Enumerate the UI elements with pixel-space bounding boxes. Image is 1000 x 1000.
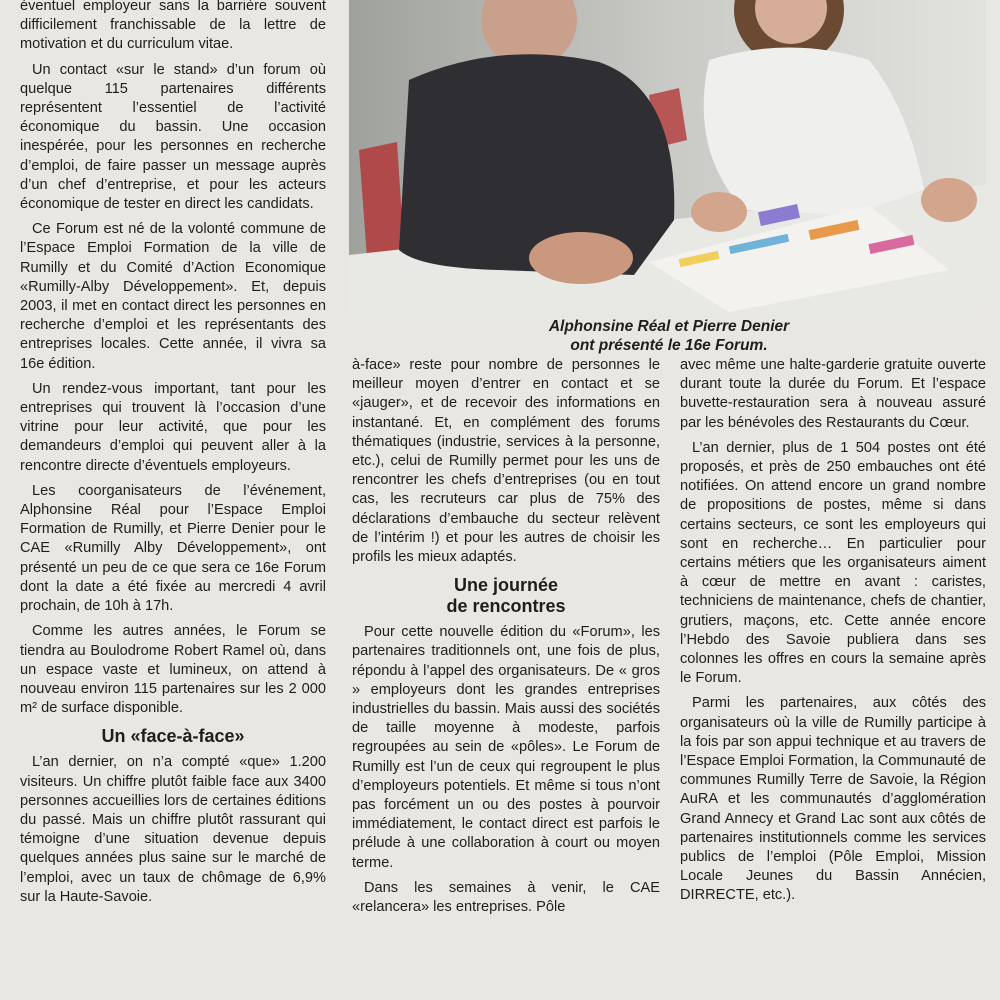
article-column-1 bbox=[20, 0, 326, 997]
heading-line: de rencontres bbox=[446, 596, 566, 617]
heading-line: Une journée bbox=[453, 575, 559, 596]
section-heading: Un «face-à-face» bbox=[101, 726, 245, 747]
paragraph: Les coorganisateurs de l’événement, Alphonsine Réal pour l’Espace Emploi Formation de Rumilly, et Pierre Denier pour le CAE «Rumilly Alby Développement», ont présenté un peu de ce que sera ce 16e Forum dont la date a été fixée au mercredi 4 avril prochain, de 10h à 17h. bbox=[20, 482, 326, 615]
section-heading bbox=[352, 575, 660, 617]
photo-caption bbox=[352, 317, 986, 355]
photo-illustration bbox=[349, 0, 986, 312]
paragraph: éventuel employeur sans la barrière souvent difficilement franchissable de la lettre de motivation et du curriculum vitae. bbox=[20, 0, 326, 53]
paragraph: Un contact «sur le stand» d’un forum où quelque 115 partenaires différents représentent l’essentiel de l’activité économique du bassin. Une occasion inespérée, pour les personnes en recherche d’emploi, de faire passer un message auprès d’un chef d’entreprise, et pour les acteurs économique de tester en direct les candidats. bbox=[20, 61, 326, 213]
caption-line: ont présenté le 16e Forum. bbox=[570, 337, 768, 354]
article-photo bbox=[349, 0, 986, 312]
paragraph: Parmi les partenaires, aux côtés des organisateurs où la ville de Rumilly participe à la fois par son appui technique et au travers de l’Espace Emploi Formation, la Communauté de communes Rumilly Terre de Savoie, la Région AuRA et les communautés d’agglomération Grand Annecy et Grand Lac sont aux côtés de partenaires institutionnels comme les services publics de l’emploi (Pôle Emploi, Mission Locale Jeunes du Bassin Annécien, DIRRECTE, etc.). bbox=[680, 695, 986, 904]
paragraph: à-face» reste pour nombre de personnes le meilleur moyen d’entrer en contact et se «jauger», et de recevoir des informations en instantané. Et, en complément des forums thématiques (industrie, services à la personne, etc.), celui de Rumilly permet pour les uns de rencontrer les chefs d’entreprises (ou en tout cas, les recruteurs car plus de 75% des déclarations d’embauche du secteur relèvent de l’intérim !) et pour les autres de choisir les profils les mieux adaptés. bbox=[352, 357, 660, 566]
paragraph: avec même une halte-garderie gratuite ouverte durant toute la durée du Forum. Et l’espace buvette-restauration sera à nouveau assuré par les bénévoles des Restaurants du Cœur. bbox=[680, 357, 986, 431]
paragraph: Comme les autres années, le Forum se tiendra au Boulodrome Robert Ramel où, dans un espace vaste et lumineux, on attend à nouveau environ 115 partenaires sur les 2 000 m² de surface disponible. bbox=[20, 623, 326, 717]
paragraph: Ce Forum est né de la volonté commune de l’Espace Emploi Formation de la ville de Rumilly et du Comité d’Action Economique «Rumilly-Alby Développement». Et, depuis 2003, il met en contact direct les personnes en recherche d’emploi et les représentants des entreprises locales. Cette année, il vivra sa 16e édition. bbox=[20, 221, 326, 372]
paragraph: Pour cette nouvelle édition du «Forum», les partenaires traditionnels ont, une fois de plus, répondu à l’appel des organisateurs. De « gros » employeurs dont les grandes entreprises industrielles du bassin. Mais aussi des sociétés de taille moyenne à modeste, parfois regroupées au sein de «pôles». Le Forum de Rumilly est l’un de ceux qui regroupent le plus d’employeurs potentiels. Et même si tous n’ont pas forcément un ou des postes à pourvoir immédiatement, le contact direct est parfois le prélude à une collaboration à court ou moyen terme. bbox=[352, 624, 660, 871]
paragraph: L’an dernier, on n’a compté «que» 1.200 visiteurs. Un chiffre plutôt faible face aux 3400 personnes accueillies lors de certaines éditions du passé. Mais un chiffre plutôt rassurant qui témoigne d’une situation devenue depuis quelques années plus saine sur le marché de l’emploi, avec un taux de chômage de 6,9% sur la Haute-Savoie. bbox=[20, 754, 326, 905]
caption-line: Alphonsine Réal et Pierre Denier bbox=[548, 318, 790, 335]
paragraph: L’an dernier, plus de 1 504 postes ont été proposés, et près de 250 embauches ont été notifiées. On attend encore un grand nombre de propositions de postes, même si dans certains secteurs, ce sont les employeurs qui sont en recherche… En particulier pour certains métiers que les organisateurs aiment à cœur de mettre en avant : caristes, techniciens de maintenance, chefs de chantier, grutiers, maçons, etc. Cette année encore l’Hebdo des Savoie publiera dans ses colonnes les offres en cours la semaine après le Forum. bbox=[680, 439, 986, 687]
paragraph: Dans les semaines à venir, le CAE «relancera» les entreprises. Pôle bbox=[352, 879, 660, 916]
article-column-2 bbox=[352, 356, 660, 1000]
paragraph: Un rendez-vous important, tant pour les entreprises qui trouvent là l’occasion d’une vitrine pour leur activité, que pour les demandeurs d’emploi qui peuvent aller à la rencontre directe d’éventuels employeurs. bbox=[20, 380, 326, 474]
article-column-3 bbox=[680, 356, 986, 1000]
